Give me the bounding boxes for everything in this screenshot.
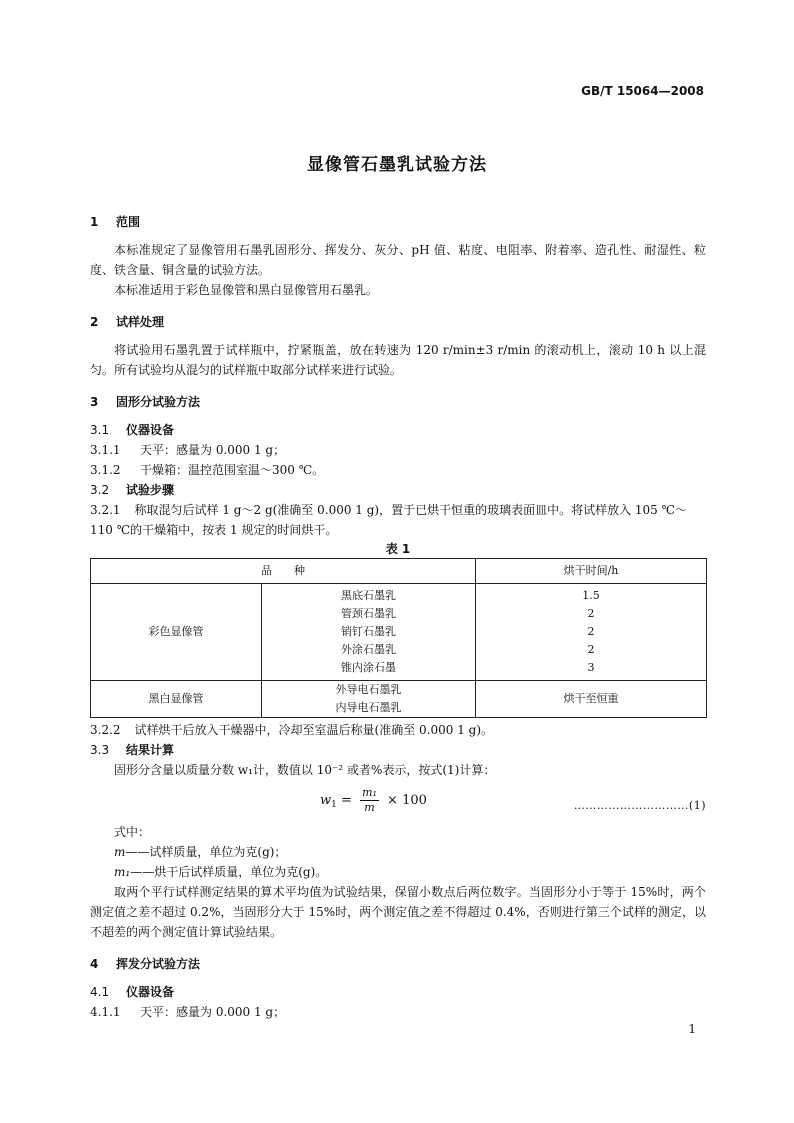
section-2-heading <box>90 312 706 332</box>
subsection-number: 3.3 <box>90 743 110 757</box>
formula-tail: × 100 <box>387 793 427 808</box>
item-number: 4.1.1 <box>90 1005 121 1019</box>
scope-paragraph-1: 本标准规定了显像管用石墨乳固形分、挥发分、灰分、pH 值、粘度、电阻率、附着率、造孔性、耐湿性、粒度、铁含量、铜含量的试验方法。 <box>90 243 706 277</box>
item-number: 3.2.1 <box>90 503 121 517</box>
sample-treatment-paragraph: 将试验用石墨乳置于试样瓶中，拧紧瓶盖，放在转速为 120 r/min±3 r/min 的滚动机上，滚动 10 h 以上混匀。所有试验均从混匀的试样瓶中取部分试样来进行试验。 <box>90 343 706 377</box>
item-number: 3.2.2 <box>90 723 121 737</box>
formula-lhs: w <box>320 793 332 808</box>
item-3-2-1 <box>90 500 706 540</box>
formula-numerator: m₁ <box>362 786 377 799</box>
document-body <box>90 212 706 1022</box>
variable-symbol: m₁ <box>114 865 131 879</box>
header-drying-time: 烘干时间/h <box>476 559 707 584</box>
formula-lhs-sub: 1 <box>331 800 337 810</box>
bw-varieties <box>262 681 476 718</box>
subsection-3-3-heading <box>90 740 706 760</box>
bw-time: 烘干至恒重 <box>476 681 707 718</box>
table-header-row <box>91 559 707 584</box>
formula-denominator: m <box>364 801 375 814</box>
table-row <box>91 681 707 718</box>
variety-cell: 锥内涂石墨 <box>341 661 396 674</box>
item-3-2-2 <box>90 720 706 740</box>
section-title: 范围 <box>116 215 141 229</box>
group-color-tube: 彩色显像管 <box>91 584 262 681</box>
document-title: 显像管石墨乳试验方法 <box>307 155 487 175</box>
section-1-heading <box>90 212 706 232</box>
section-4-heading <box>90 954 706 974</box>
section-title: 试样处理 <box>116 315 165 329</box>
table-row <box>91 584 707 681</box>
variable-symbol: m <box>114 845 126 859</box>
time-cell: 3 <box>587 661 595 674</box>
item-text: 干燥箱：温控范围室温～300 ℃。 <box>140 463 325 477</box>
time-cell: 2 <box>587 607 595 620</box>
variable-description: ——烘干后试样质量，单位为克(g)。 <box>130 865 328 879</box>
page-number: 1 <box>688 1022 696 1036</box>
section-number: 2 <box>90 315 99 329</box>
formula-fraction <box>360 786 379 815</box>
subsection-number: 3.1 <box>90 423 110 437</box>
section-title: 挥发分试验方法 <box>116 957 201 971</box>
table-title: 表 1 <box>385 542 411 556</box>
formula-reference: …………………………(1) <box>573 799 706 812</box>
time-cell: 2 <box>587 625 595 638</box>
where-label: 式中： <box>114 825 151 839</box>
standard-number: GB/T 15064—2008 <box>581 84 704 98</box>
variety-cell: 外涂石墨乳 <box>341 643 396 656</box>
calc-intro: 固形分含量以质量分数 w₁计，数值以 10⁻² 或者%表示，按式(1)计算： <box>114 763 496 777</box>
subsection-title: 仪器设备 <box>126 423 175 437</box>
item-number: 3.1.2 <box>90 463 121 477</box>
subsection-number: 4.1 <box>90 985 110 999</box>
item-number: 3.1.1 <box>90 443 121 457</box>
section-3-heading <box>90 392 706 412</box>
time-cell: 2 <box>587 643 595 656</box>
formula-1 <box>90 782 706 822</box>
formula-expression <box>320 786 427 815</box>
subsection-number: 3.2 <box>90 483 110 497</box>
variety-cell: 外导电石墨乳 <box>335 683 402 696</box>
item-3-1-2 <box>90 460 706 480</box>
variety-cell: 销钉石墨乳 <box>341 625 396 638</box>
time-cell: 1.5 <box>582 589 600 602</box>
subsection-3-1-heading <box>90 420 706 440</box>
result-paragraph: 取两个平行试样测定结果的算术平均值为试验结果，保留小数点后两位数字。当固形分小于等于 15%时，两个测定值之差不超过 0.2%，当固形分大于 15%时，两个测定值之差不得超过 0.4%，否则进行第三个试样的测定，以不超差的两个测定值计算试验结果。 <box>90 885 706 939</box>
subsection-title: 仪器设备 <box>126 985 175 999</box>
subsection-title: 试验步骤 <box>126 483 175 497</box>
header-variety: 品 种 <box>91 559 476 584</box>
scope-paragraph-2: 本标准适用于彩色显像管和黑白显像管用石墨乳。 <box>114 283 379 297</box>
item-text: 天平：感量为 0.000 1 g； <box>140 1005 286 1019</box>
variety-cell: 内导电石墨乳 <box>335 701 402 714</box>
formula-eq: = <box>341 793 352 808</box>
color-varieties <box>262 584 476 681</box>
section-number: 3 <box>90 395 99 409</box>
group-bw-tube: 黑白显像管 <box>91 681 262 718</box>
variable-m <box>90 842 706 862</box>
subsection-4-1-heading <box>90 982 706 1002</box>
drying-time-table <box>90 558 707 718</box>
subsection-title: 结果计算 <box>126 743 175 757</box>
variety-cell: 管颈石墨乳 <box>341 607 396 620</box>
variety-cell: 黑底石墨乳 <box>341 589 396 602</box>
subsection-3-2-heading <box>90 480 706 500</box>
item-text: 称取混匀后试样 1 g～2 g(准确至 0.000 1 g)，置于已烘干恒重的玻璃表面皿中。将试样放入 105 ℃～110 ℃的干燥箱中，按表 1 规定的时间烘干。 <box>90 503 688 537</box>
color-times <box>476 584 707 681</box>
section-title: 固形分试验方法 <box>116 395 201 409</box>
item-text: 天平：感量为 0.000 1 g； <box>140 443 286 457</box>
variable-description: ——试样质量，单位为克(g)； <box>125 845 287 859</box>
item-3-1-1 <box>90 440 706 460</box>
variable-m1 <box>90 862 706 882</box>
item-4-1-1 <box>90 1002 706 1022</box>
section-number: 1 <box>90 215 99 229</box>
item-text: 试样烘干后放入干燥器中，冷却至室温后称量(准确至 0.000 1 g)。 <box>134 723 494 737</box>
section-number: 4 <box>90 957 99 971</box>
